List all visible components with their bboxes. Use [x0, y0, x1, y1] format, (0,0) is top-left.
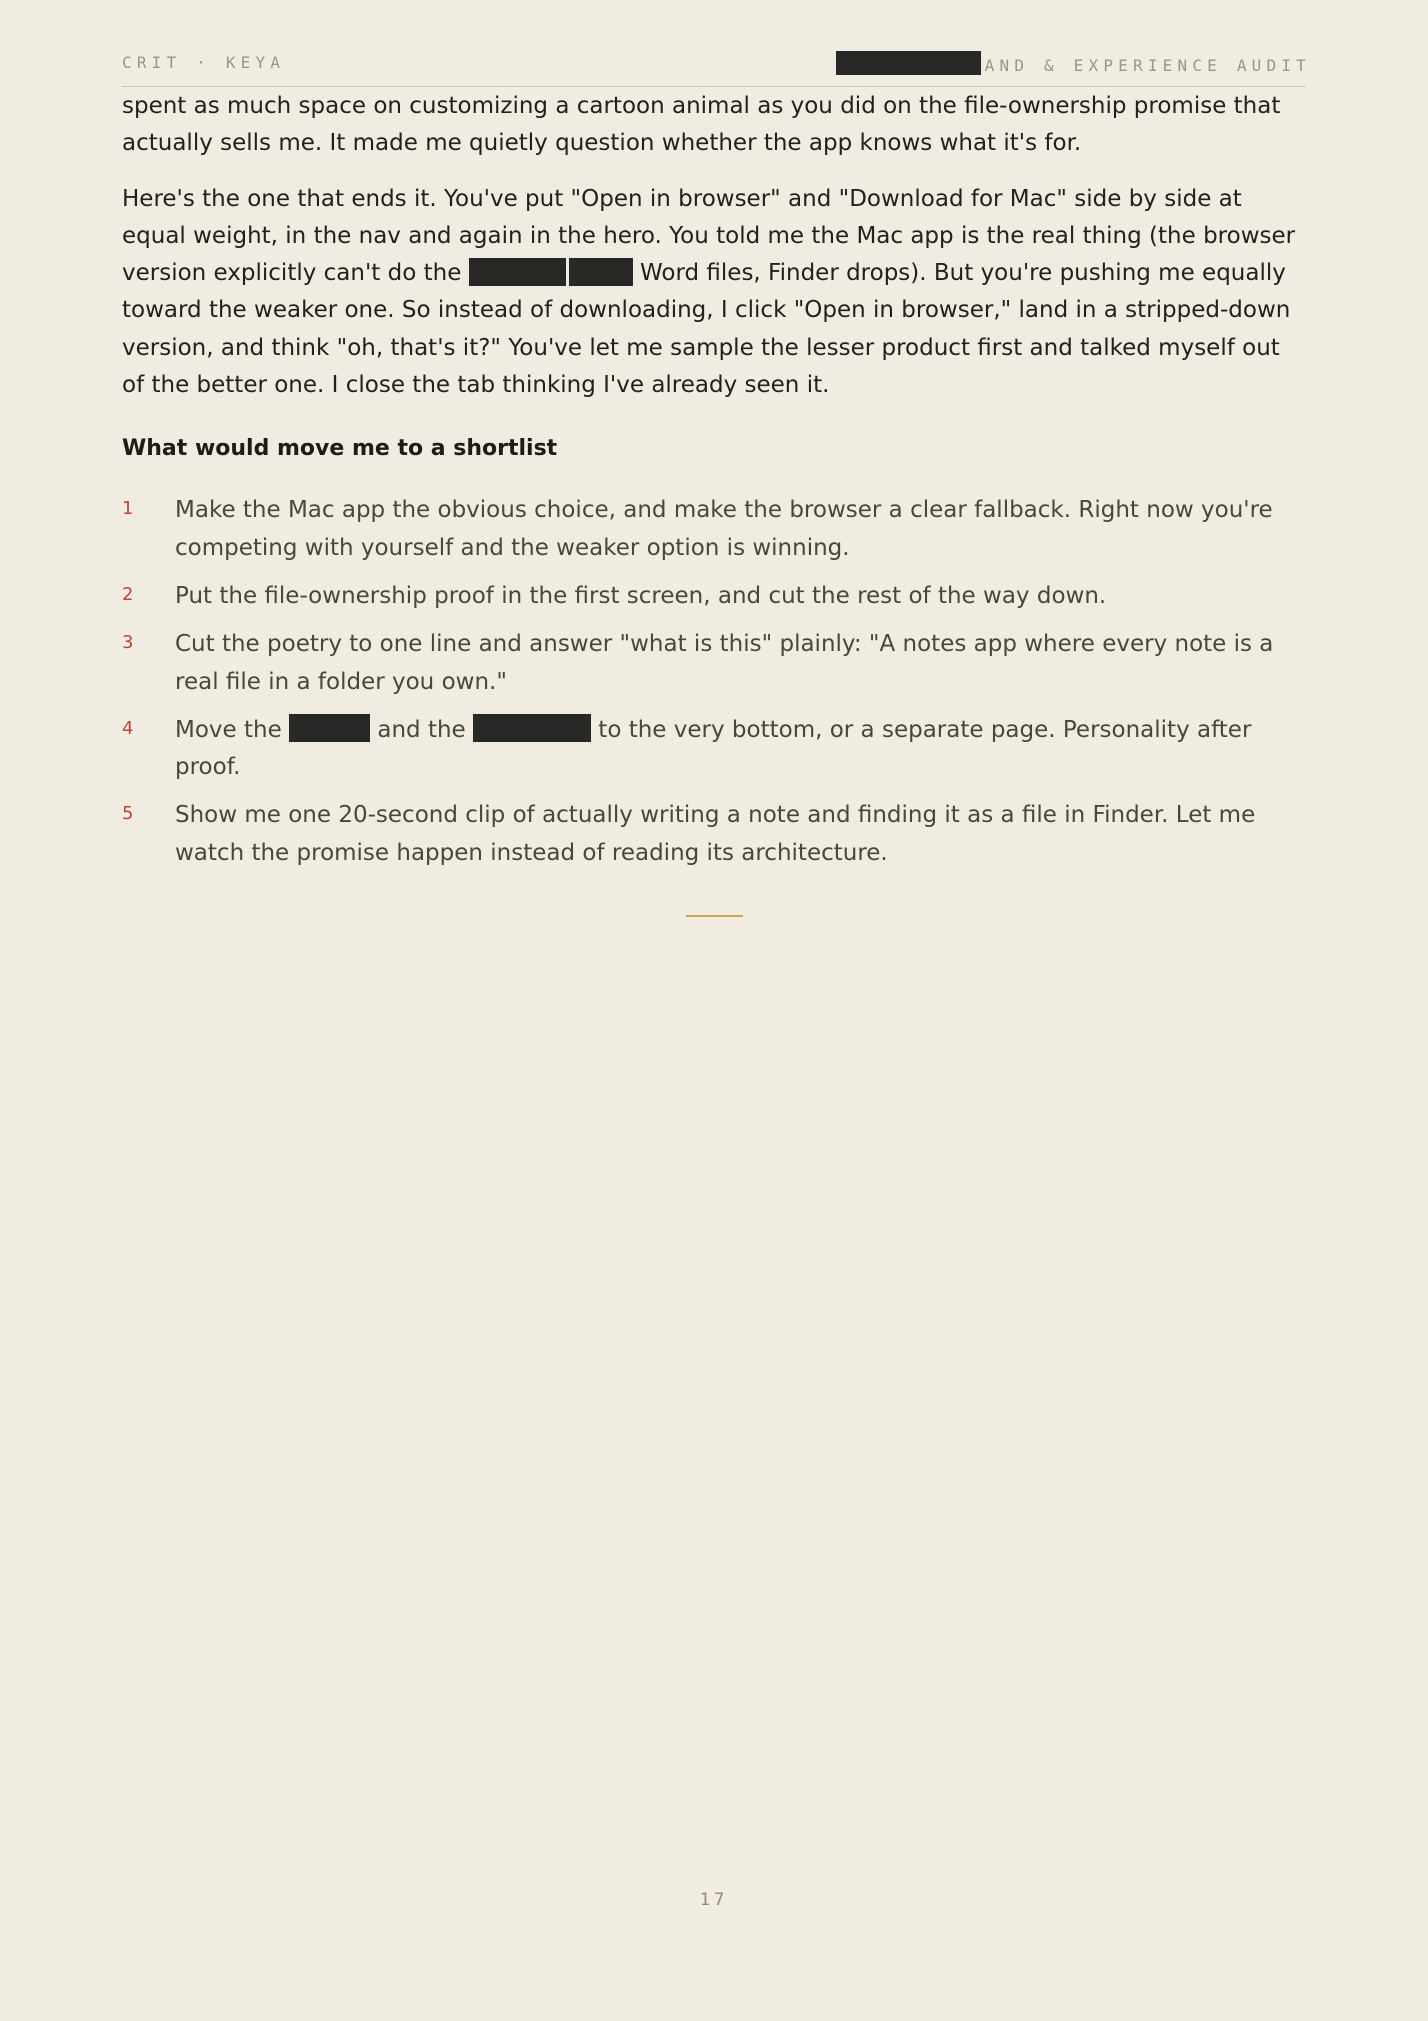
recommendation-list — [122, 492, 1306, 872]
list-item-number: 2 — [122, 583, 134, 605]
list-item-number: 4 — [122, 717, 134, 739]
list-item-text: Cut the poetry to one line and answer "what is this" plainly: "A notes app where every note is a real file in a folder you own." — [175, 631, 1274, 695]
list-item — [122, 578, 1306, 615]
list-item — [122, 626, 1306, 701]
list-item-text-middle: and the — [370, 716, 473, 743]
list-item — [122, 492, 1306, 567]
list-item-text: Make the Mac app the obvious choice, and make the browser a clear fallback. Right now you're competing with yourself and the weaker option is winning. — [175, 497, 1273, 561]
header-right-label: AND & EXPERIENCE AUDIT — [984, 55, 1311, 75]
redaction-block — [469, 258, 566, 286]
running-header — [122, 50, 1311, 87]
header-right — [836, 53, 1311, 77]
body-paragraph-1: spent as much space on customizing a cartoon animal as you did on the file-ownership promise that actually sells me. It made me quietly question whether the app knows what it's for. — [122, 93, 1281, 157]
list-item-number: 1 — [122, 498, 134, 520]
list-item-text-after: to the very bottom, or a separate page. Personality after proof. — [175, 716, 1252, 781]
page-number: 17 — [699, 1890, 729, 1910]
list-item-number: 5 — [122, 803, 134, 825]
section-heading: What would move me to a shortlist — [122, 436, 558, 462]
list-item-text: Show me one 20-second clip of actually writing a note and finding it as a file in Finder. Let me watch the promise happen instead of reading its architecture. — [175, 802, 1256, 866]
list-item-number: 3 — [122, 632, 134, 654]
section-divider — [686, 915, 743, 917]
list-item-text: Put the file-ownership proof in the first screen, and cut the rest of the way down. — [175, 582, 1107, 609]
page-content — [122, 88, 1306, 872]
header-redaction-block — [836, 51, 981, 75]
redaction-block — [473, 714, 591, 742]
body-paragraph-2 — [122, 181, 1306, 405]
list-item — [122, 797, 1306, 872]
redaction-block — [569, 258, 633, 286]
paragraph-2-before: Here's the one that ends it. You've put "Open in browser" and "Download for Mac" side by side at equal weight, in the nav and again in the hero. You told me the Mac app is the real thing (the browser version explicitly can't do the — [122, 185, 1296, 287]
header-left-label: CRIT · KEYA — [122, 53, 286, 72]
paragraph-2-after: Word files, Finder drops). But you're pushing me equally toward the weaker one. So instead of downloading, I click "Open in browser," land in a stripped-down version, and think "oh, that's it?" You've let me sample the lesser product first and talked myself out of the better one. I close the tab thinking I've already seen it. — [122, 260, 1291, 399]
redaction-block — [289, 714, 370, 742]
list-item-text-before: Move the — [175, 716, 290, 743]
list-item — [122, 712, 1306, 787]
